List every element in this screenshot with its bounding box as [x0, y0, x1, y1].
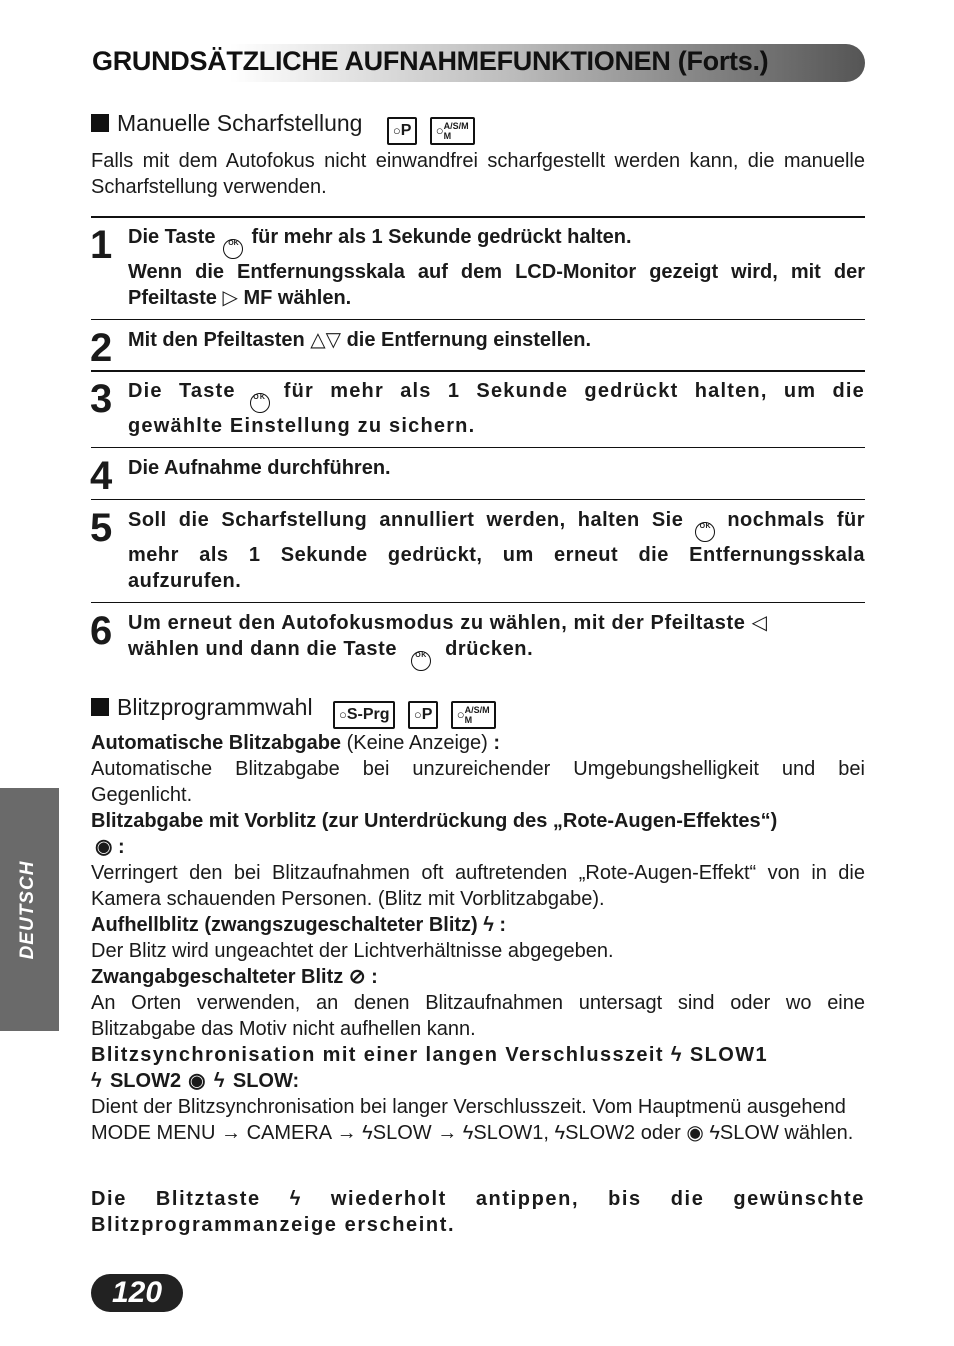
divider: [91, 370, 865, 372]
bullet-square-icon: [91, 698, 109, 716]
flash-icon: ϟ: [670, 1044, 683, 1066]
flash-icon: ϟ: [91, 1070, 103, 1092]
step-5-text: Soll die Scharfstellung annulliert werden, halten Sie OK nochmals für mehr als 1 Sekunde gedrückt, um erneut die Entfernungsskala aufzurufen.: [128, 509, 866, 592]
fill-flash-item: Aufhellblitz (zwangszugeschalteter Blitz) ϟ :: [91, 914, 507, 936]
manual-focus-intro: Falls mit dem Autofokus nicht einwandfrei scharfgestellt werden kann, die manuelle Scharfstellung verwenden.: [91, 150, 865, 198]
step-1-text: Die Taste OK für mehr als 1 Sekunde gedrückt halten. Wenn die Entfernungsskala auf dem LCD-Monitor gezeigt wird, mit der Pfeiltaste ▷ MF wählen.: [128, 226, 865, 309]
flash-off-icon: ⊘: [348, 966, 366, 988]
step-number: 3: [90, 377, 113, 421]
flash-icon: ϟ: [554, 1122, 566, 1144]
redeye-flash-desc: Verringert den bei Blitzaufnahmen oft auftretenden „Rote-Augen-Effekt“ von in die Kamera schauenden Personen. (Blitz mit Vorblitzabgabe).: [91, 862, 865, 910]
flash-icon: ϟ: [213, 1070, 226, 1092]
step-number: 2: [90, 326, 113, 370]
divider: [91, 602, 865, 603]
section-title-text: Blitzprogrammwahl: [117, 694, 313, 720]
divider: [91, 319, 865, 320]
arrow-left-icon: ◁: [751, 612, 768, 634]
step-3-text: Die Taste OK für mehr als 1 Sekunde gedrückt halten, um die gewählte Einstellung zu sichern.: [128, 380, 865, 437]
step-4-text: Die Aufnahme durchführen.: [128, 457, 391, 479]
redeye-flash-item: Blitzabgabe mit Vorblitz (zur Unterdrückung des „Rote-Augen-Effektes“) ◉ :: [91, 810, 778, 858]
section-title-text: Manuelle Scharfstellung: [117, 110, 363, 136]
flash-button-instruction: Die Blitztaste ϟ wiederholt antippen, bis die gewünschte Blitzprogrammanzeige erscheint.: [91, 1188, 865, 1236]
step-number: 4: [90, 454, 113, 498]
arrow-right-icon: ▷: [222, 287, 238, 309]
mode-sprg-icon: ○S-Prg: [333, 701, 396, 729]
arrow-icon: →: [336, 1122, 357, 1144]
mode-p-icon: ○P: [408, 701, 439, 729]
flash-icon: ϟ: [709, 1122, 720, 1144]
ok-button-icon: OK: [695, 522, 715, 542]
step-number: 6: [90, 609, 113, 653]
step-6-text: Um erneut den Autofokusmodus zu wählen, mit der Pfeiltaste ◁ wählen und dann die Taste OK drücken.: [128, 610, 865, 671]
flash-icon: ϟ: [362, 1122, 373, 1144]
language-label: DEUTSCH: [17, 860, 38, 960]
slow-sync-desc: Dient der Blitzsynchronisation bei langer Verschlusszeit. Vom Hauptmenü ausgehend MODE MENU → CAMERA → ϟSLOW → ϟSLOW1, ϟSLOW2 oder ◉ ϟSLOW wählen.: [91, 1096, 854, 1144]
step-2-text: Mit den Pfeiltasten △▽ die Entfernung einstellen.: [128, 329, 592, 351]
mode-asm-icon: ○A/S/M M: [451, 701, 496, 729]
divider: [91, 499, 865, 500]
bullet-square-icon: [91, 114, 109, 132]
step-number: 5: [90, 506, 113, 550]
red-eye-icon: ◉: [686, 1122, 704, 1144]
auto-flash-desc: Automatische Blitzabgabe bei unzureichender Umgebungshelligkeit und bei Gegenlicht.: [91, 758, 865, 806]
fill-flash-desc: Der Blitz wird ungeachtet der Lichtverhältnisse abgegeben.: [91, 940, 614, 962]
flash-off-desc: An Orten verwenden, an denen Blitzaufnahmen untersagt sind oder wo eine Blitzabgabe das Motiv nicht aufhellen kann.: [91, 992, 865, 1040]
section-manual-focus-title: [91, 110, 475, 145]
red-eye-icon: ◉: [188, 1070, 207, 1092]
ok-button-icon: OK: [411, 651, 431, 671]
slow-sync-item: Blitzsynchronisation mit einer langen Verschlusszeit ϟ SLOW1 ϟ SLOW2 ◉ ϟ SLOW:: [91, 1044, 768, 1092]
flash-modes-block: [91, 730, 865, 1146]
auto-flash-item: Automatische Blitzabgabe (Keine Anzeige) :: [91, 732, 501, 754]
flash-icon: ϟ: [289, 1188, 302, 1210]
ok-button-icon: OK: [250, 393, 270, 413]
mode-p-icon: ○P: [387, 117, 418, 145]
arrow-icon: →: [221, 1122, 242, 1144]
flash-off-item: Zwangabgeschalteter Blitz ⊘ :: [91, 966, 378, 988]
page-number: 120: [91, 1274, 183, 1312]
page-title: GRUNDSÄTZLICHE AUFNAHMEFUNKTIONEN (Forts.): [92, 46, 769, 76]
arrow-icon: →: [437, 1122, 458, 1144]
step-number: 1: [90, 223, 113, 267]
flash-icon: ϟ: [483, 914, 494, 936]
divider: [91, 216, 865, 218]
mode-asm-icon: ○A/S/M M: [430, 117, 475, 145]
ok-button-icon: OK: [223, 239, 243, 259]
arrow-up-down-icon: △▽: [310, 329, 342, 351]
divider: [91, 447, 865, 448]
flash-icon: ϟ: [462, 1122, 474, 1144]
section-flash-title: [91, 694, 496, 729]
red-eye-icon: ◉: [95, 836, 113, 858]
